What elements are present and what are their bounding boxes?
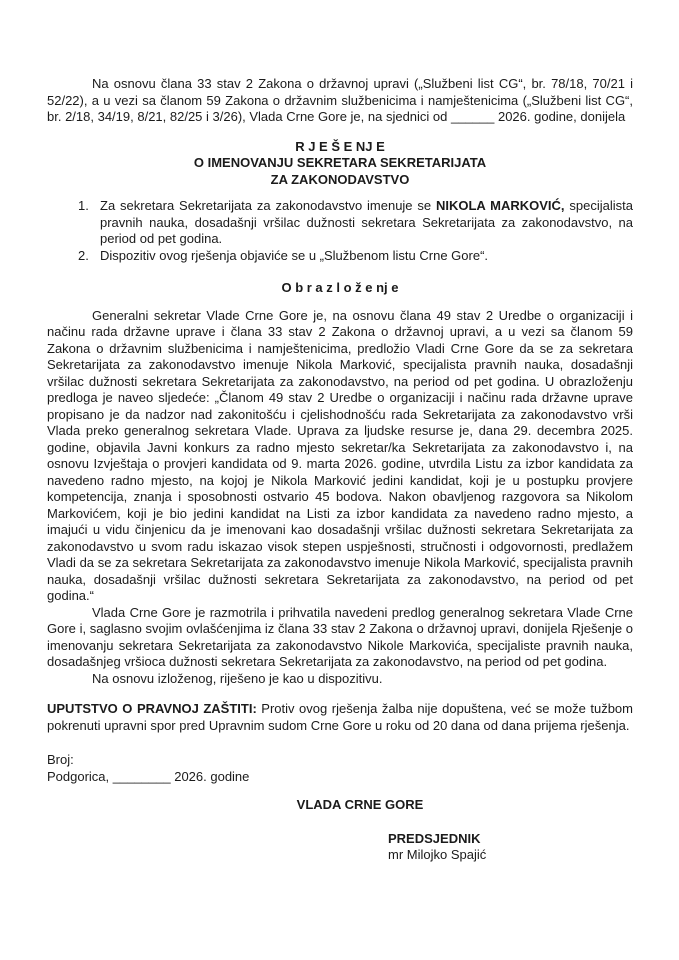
legal-remedy-label: UPUTSTVO O PRAVNOJ ZAŠTITI: bbox=[47, 701, 257, 716]
place-date-line: Podgorica, ________ 2026. godine bbox=[47, 768, 250, 784]
item-1-number: 1. bbox=[78, 198, 89, 213]
obrazlozenje-paragraph-3: Na osnovu izloženog, riješeno je kao u dispozitivu. bbox=[92, 670, 383, 686]
list-item-1 bbox=[47, 198, 633, 248]
president-title: PREDSJEDNIK bbox=[388, 830, 481, 846]
legal-remedy-text: Protiv ovog rješenja žalba nije dopuštena, već se može tužbom pokrenuti upravni spor pred Upravnim sudom Crne Gore u roku od 20 dana od dana prijema rješenja. bbox=[47, 701, 633, 733]
list-item-2 bbox=[47, 248, 633, 265]
intro-paragraph: Na osnovu člana 33 stav 2 Zakona o državnoj upravi („Službeni list CG“, br. 78/18, 70/21 i 52/22), a u vezi sa članom 59 Zakona o državnim službenicima i namještenicima („Službeni list CG“, br. 2/18, 34/19, 8/21, 82/25 i 3/26), Vlada Crne Gore je, na sjednici od ______ 2026. godine, donijela bbox=[47, 76, 633, 124]
obrazlozenje-paragraph-2: Vlada Crne Gore je razmotrila i prihvatila navedeni predlog generalnog sekretara Vlade Crne Gore i, saglasno svojim ovlašćenjima iz člana 33 stav 2 Zakona o državnoj upravi, donijela Rješenje o imenovanju sekretara Sekretarijata za zakonodavstvo Nikole Markovića, specijaliste pravnih nauka, dosadašnjeg vršioca dužnosti sekretara Sekretarijata za zakonodavstvo, na period od pet godina. bbox=[47, 604, 633, 669]
government-name: VLADA CRNE GORE bbox=[296, 797, 424, 812]
obrazlozenje-paragraph-1: Generalni sekretar Vlade Crne Gore je, na osnovu člana 49 stav 2 Uredbe o organizaciji i načinu rada državne uprave i člana 33 stav 2 Zakona o državnoj upravi, a u vezi sa članom 59 Zakona o državnim službenicima i namještenicima, predložio Vladi Crne Gore da se za sekretara Sekretarijata za zakonodavstvo imenuje Nikola Marković, specijalista pravnih nauka, dosadašnji vršilac dužnosti sekretara Sekretarijata za zakonodavstvo, na period od pet godina. U obrazloženju predloga je naveo sljedeće: „Članom 49 stav 2 Uredbe o organizaciji i načinu rada državne uprave propisano je da nadzor nad zakonitošću i cjelishodnošću rada Sekretarijata za zakonodavstvo vrši Vlada preko generalnog sekretara Vlade. Uprava za ljudske resurse je, dana 29. decembra 2025. godine, objavila Javni konkurs za radno mjesto sekretar/ka Sekretarijata za zakonodavstvo i, na osnovu Izvještaja o provjeri kandidata od 9. marta 2026. godine, utvrdila Listu za izbor kandidata za navedeno radno mjesto, na kojoj je Nikola Marković jedini kandidat, koji je u postupku provjere kompetencija, znanja i sposobnosti ostvario 45 bodova. Nakon obavljenog razgovora sa Nikolom Markovićem, koji je bio jedini kandidat na Listi za izbor kandidata za navedeno radno mjesto, a imajući u vidu činjenicu da je imenovani kao dosadašnji vršilac dužnosti sekretara Sekretarijata za zakonodavstvo u svom radu iskazao visok stepen uspješnosti, stručnosti i odgovornosti, predlažem Vladi da se za sekretara Sekretarijata za zakonodavstvo imenuje Nikola Marković, specijalista pravnih nauka, dosadašnji vršilac dužnosti sekretara Sekretarijata za zakonodavstvo, na period od pet godina.“ bbox=[47, 307, 633, 603]
decision-title-line-2: O IMENOVANJU SEKRETARA SEKRETARIJATA bbox=[193, 155, 487, 170]
item-1-text bbox=[100, 198, 633, 248]
item-2-number: 2. bbox=[78, 247, 89, 263]
decision-title bbox=[47, 139, 633, 189]
number-label: Broj: bbox=[47, 752, 74, 767]
decision-title-line-1: R J E Š E NJ E bbox=[295, 138, 385, 154]
reference-block bbox=[47, 752, 633, 785]
item-1-text-pre: Za sekretara Sekretarijata za zakonodavstvo imenuje se bbox=[100, 198, 436, 213]
legal-remedy-paragraph bbox=[47, 701, 633, 734]
president-name: mr Milojko Spajić bbox=[388, 847, 487, 862]
item-1-text-post: specijalista pravnih nauka, dosadašnji vršilac dužnosti sekretara Sekretarijata za zakonodavstvo, na period od pet godina. bbox=[100, 198, 633, 246]
decision-title-line-3: ZA ZAKONODAVSTVO bbox=[270, 171, 410, 187]
decision-items bbox=[47, 198, 633, 264]
item-2-text: Dispozitiv ovog rješenja objaviće se u „Službenom listu Crne Gore“. bbox=[100, 247, 489, 263]
appointee-name: NIKOLA MARKOVIĆ, bbox=[435, 198, 565, 213]
obrazlozenje-heading: O b r a z l o ž e nj e bbox=[281, 280, 399, 295]
signature-block bbox=[388, 831, 633, 864]
